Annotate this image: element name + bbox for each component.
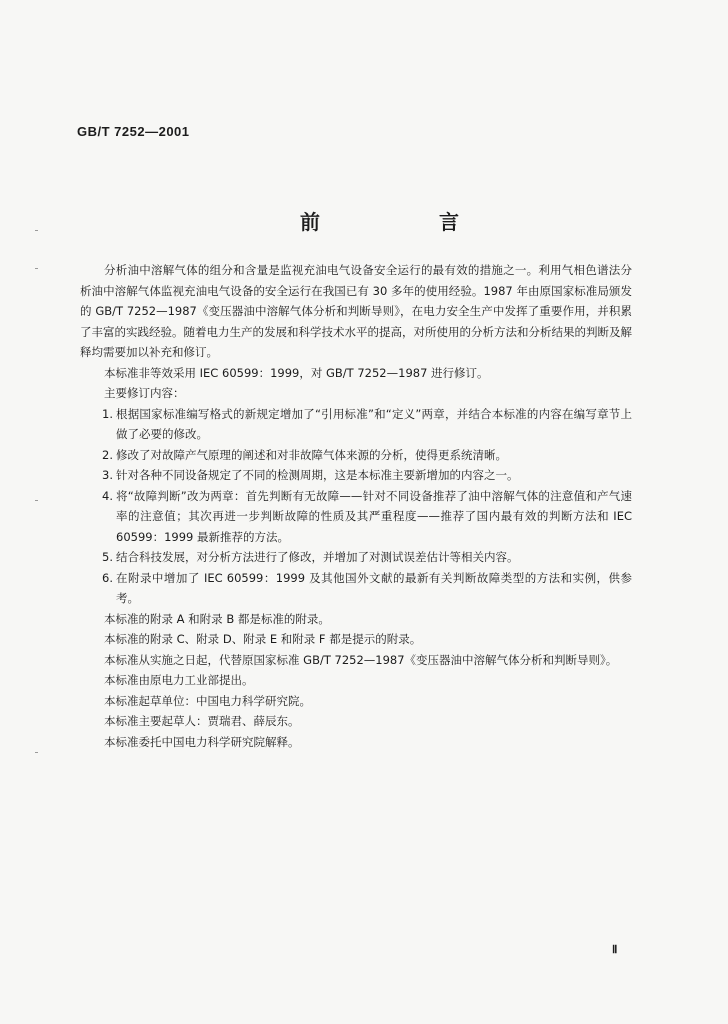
scan-speck bbox=[35, 500, 38, 501]
list-item-number: 6. bbox=[102, 570, 113, 585]
list-item-number: 4. bbox=[102, 488, 113, 503]
list-item-number: 1. bbox=[102, 406, 113, 421]
paragraph-normative-annexes: 本标准的附录 A 和附录 B 都是标准的附录。 bbox=[104, 611, 330, 626]
paragraph-supersedes: 本标准从实施之日起，代替原国家标准 GB/T 7252—1987《变压器油中溶解气体分析和判断导则》。 bbox=[104, 652, 618, 667]
paragraph-drafters: 本标准主要起草人：贾瑞君、薛辰东。 bbox=[104, 714, 300, 728]
paragraph-revisions-heading: 主要修订内容： bbox=[104, 386, 185, 400]
paragraph-drafting-unit: 本标准起草单位：中国电力科学研究院。 bbox=[104, 693, 311, 708]
scan-speck bbox=[35, 230, 38, 231]
list-item-number: 2. bbox=[102, 447, 113, 462]
list-item-text: 修改了对故障产气原理的阐述和对非故障气体来源的分析，使得更系统清晰。 bbox=[116, 447, 507, 462]
list-item-number: 3. bbox=[102, 468, 113, 482]
list-item-text: 在附录中增加了 IEC 60599：1999 及其他国外文献的最新有关判断故障类型的方法和实例，供参考。 bbox=[116, 570, 632, 605]
paragraph-interpretation: 本标准委托中国电力科学研究院解释。 bbox=[104, 734, 300, 749]
list-item bbox=[102, 404, 632, 445]
list-item-text: 根据国家标准编写格式的新规定增加了“引用标准”和“定义”两章，并结合本标准的内容在编写章节上做了必要的修改。 bbox=[116, 406, 632, 441]
list-item-number: 5. bbox=[102, 550, 113, 564]
list-item-text: 将“故障判断”改为两章：首先判断有无故障——针对不同设备推荐了油中溶解气体的注意值和产气速率的注意值；其次再进一步判断故障的性质及其严重程度——推荐了国内最有效的判断方法和 IEC 60599：1999 最新推荐的方法。 bbox=[116, 488, 632, 544]
list-item bbox=[102, 445, 632, 466]
list-item bbox=[102, 568, 632, 609]
revision-list bbox=[80, 404, 632, 609]
list-item bbox=[102, 547, 632, 568]
preface-body bbox=[80, 260, 632, 752]
page-number: Ⅱ bbox=[612, 944, 618, 956]
scan-speck bbox=[35, 752, 38, 753]
list-item bbox=[102, 465, 632, 486]
paragraph-adoption: 本标准非等效采用 IEC 60599：1999，对 GB/T 7252—1987 进行修订。 bbox=[104, 365, 489, 380]
list-item-text: 针对各种不同设备规定了不同的检测周期，这是本标准主要新增加的内容之一。 bbox=[116, 468, 519, 482]
paragraph-intro: 分析油中溶解气体的组分和含量是监视充油电气设备安全运行的最有效的措施之一。利用气相色谱法分析油中溶解气体监视充油电气设备的安全运行在我国已有 30 多年的使用经验。1987 年由原国家标准局颁发的 GB/T 7252—1987《变压器油中溶解气体分析和判断导则》，在电力安全生产中发挥了重要作用，并积累了丰富的实践经验。随着电力生产的发展和科学技术水平的提高，对所使用的分析方法和分析结果的判断及解释均需要加以补充和修订。 bbox=[80, 263, 632, 359]
standard-code: GB/T 7252—2001 bbox=[77, 124, 190, 139]
paragraph-informative-annexes: 本标准的附录 C、附录 D、附录 E 和附录 F 都是提示的附录。 bbox=[104, 632, 422, 646]
scan-speck bbox=[35, 268, 38, 269]
list-item bbox=[102, 486, 632, 548]
list-item-text: 结合科技发展，对分析方法进行了修改，并增加了对测试误差估计等相关内容。 bbox=[116, 550, 519, 564]
paragraph-proposer: 本标准由原电力工业部提出。 bbox=[104, 673, 254, 687]
page-title: 前 言 bbox=[300, 210, 515, 234]
